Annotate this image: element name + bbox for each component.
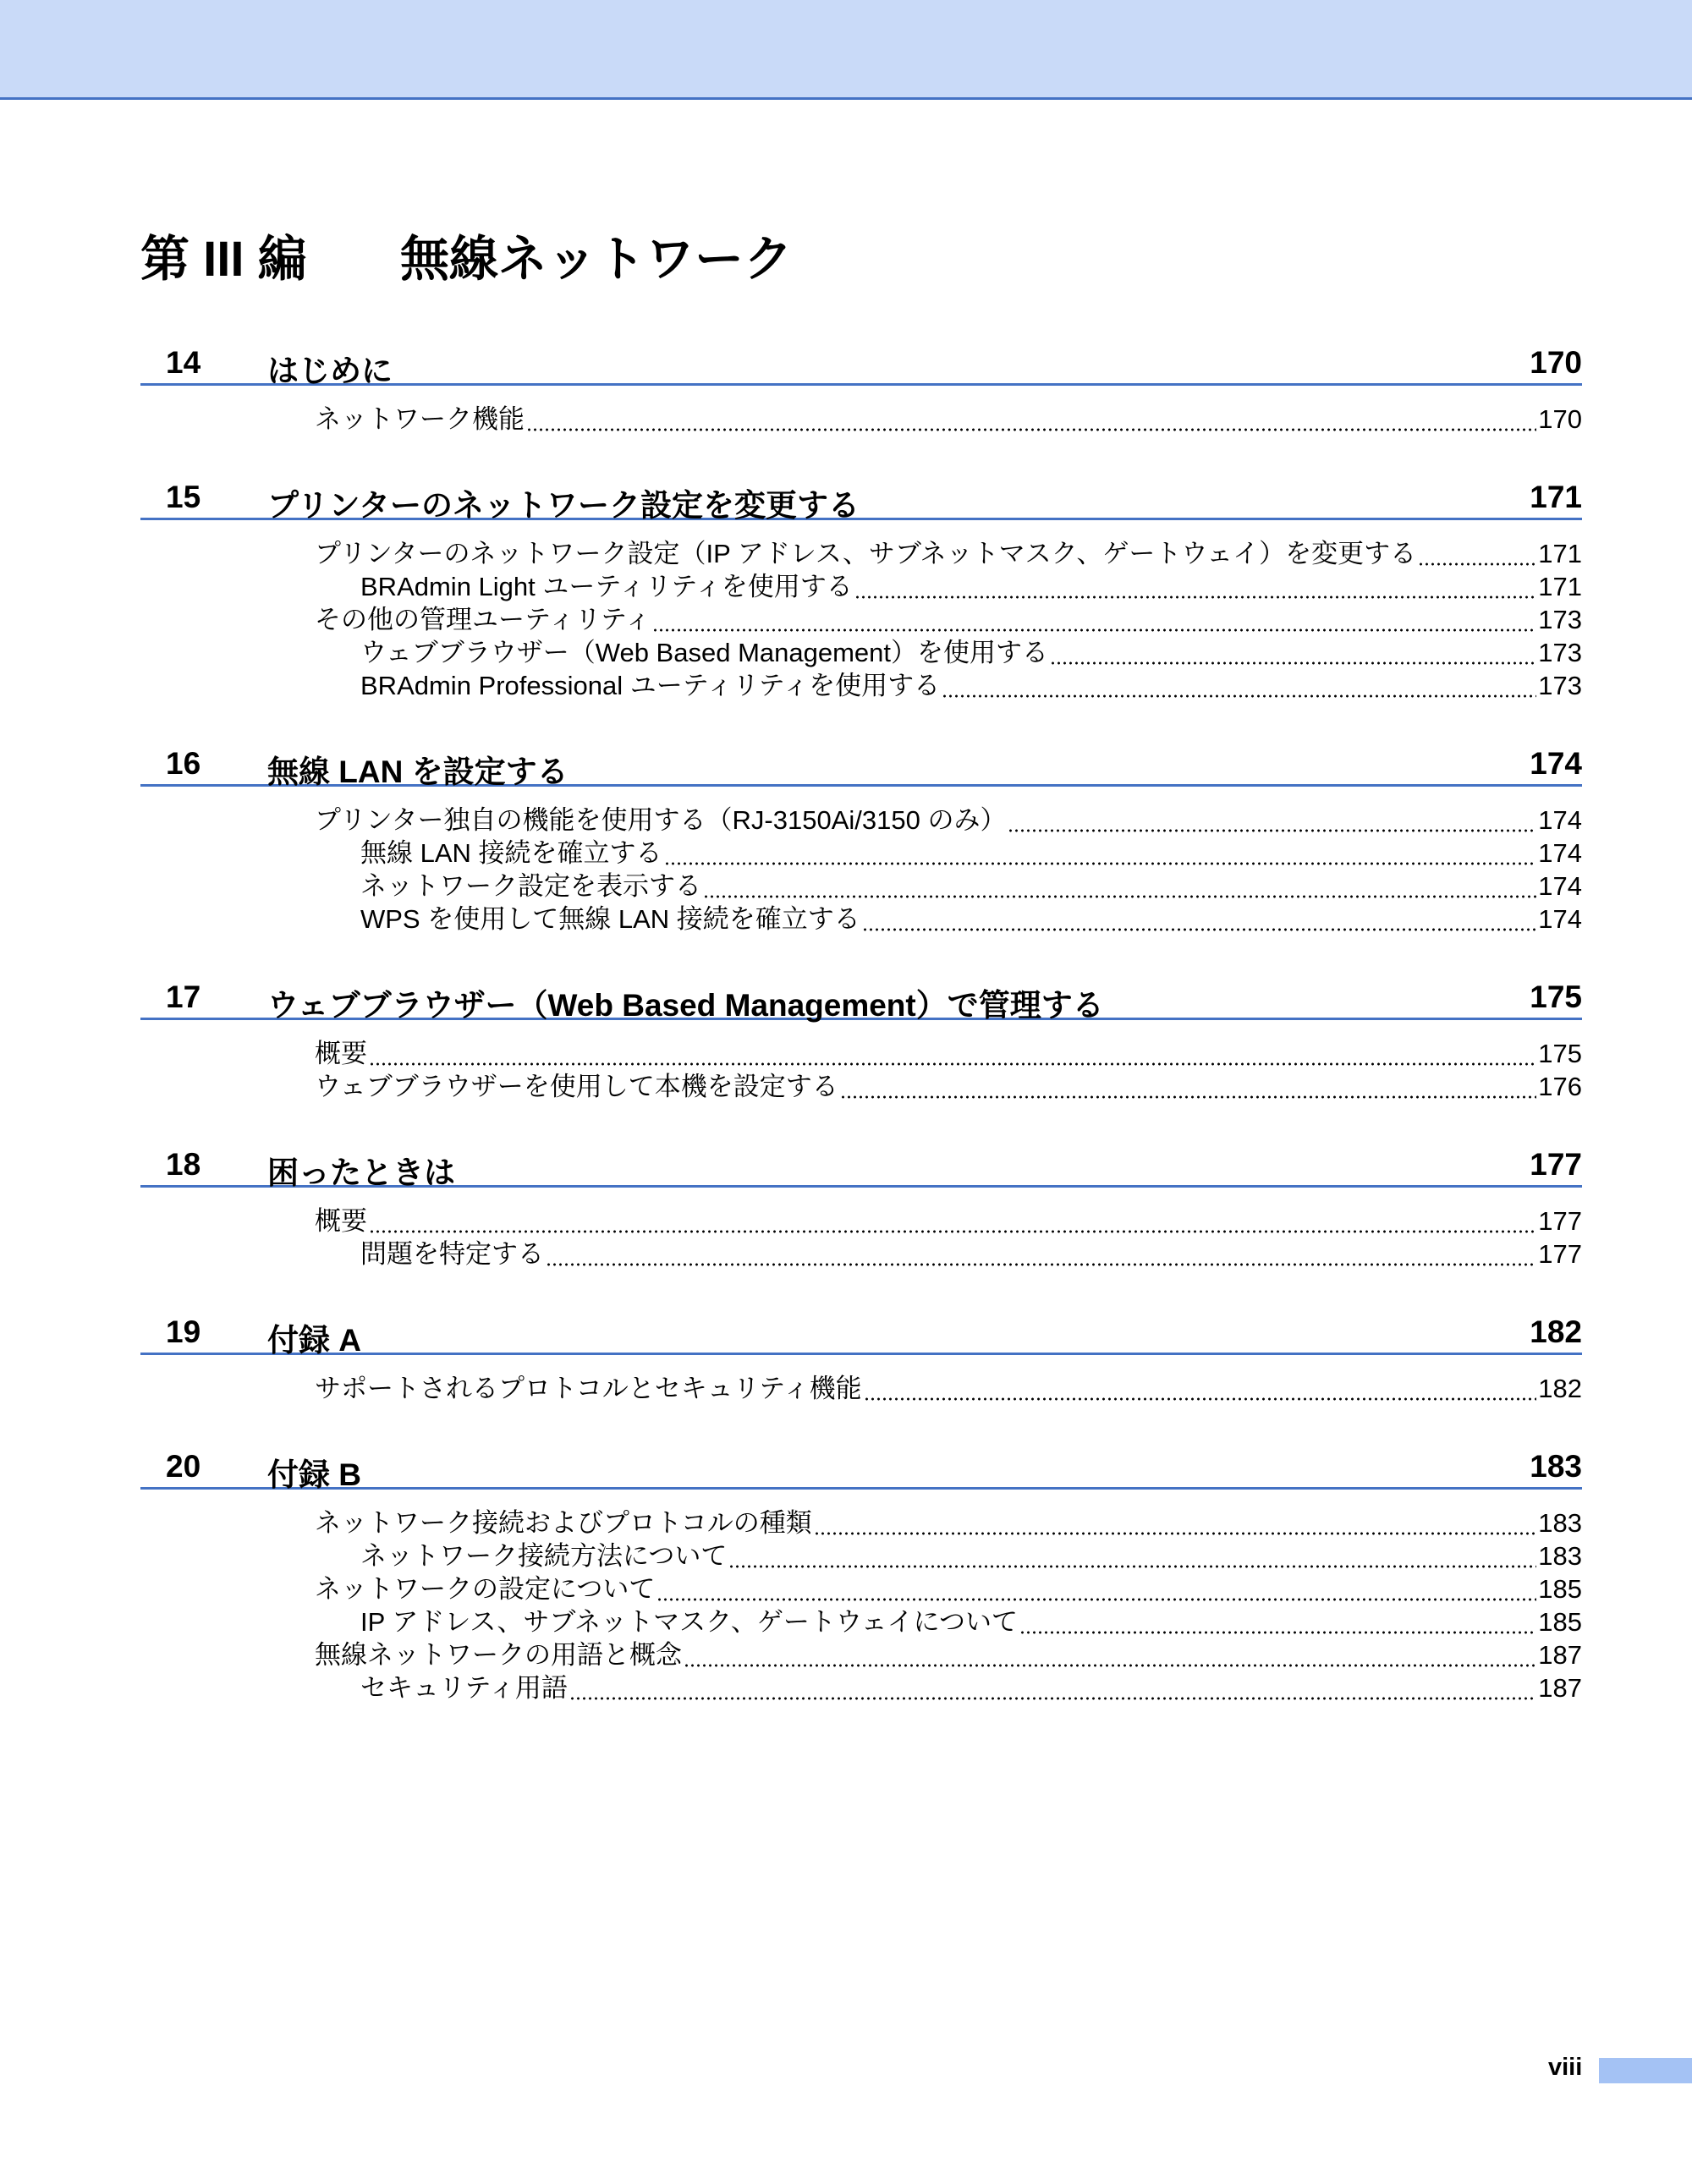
entry-text: BRAdmin Professional ユーティリティを使用する bbox=[360, 671, 941, 700]
chapter-heading[interactable] bbox=[140, 338, 1582, 386]
chapter-heading[interactable] bbox=[140, 739, 1582, 787]
entry-page: 183 bbox=[1538, 1508, 1582, 1538]
entry-page: 187 bbox=[1538, 1673, 1582, 1703]
chapter-page: 170 bbox=[1530, 345, 1582, 380]
chapter-heading[interactable] bbox=[140, 973, 1582, 1023]
chapter-15 bbox=[140, 473, 1582, 739]
entry-page: 176 bbox=[1538, 1072, 1582, 1101]
entry-text: IP アドレス、サブネットマスク、ゲートウェイについて bbox=[360, 1607, 1018, 1637]
entry-text: ネットワークの設定について bbox=[315, 1574, 656, 1604]
chapter-16 bbox=[140, 739, 1582, 973]
entry-text: サポートされるプロトコルとセキュリティ機能 bbox=[315, 1374, 862, 1403]
entry-page: 174 bbox=[1538, 805, 1582, 835]
entry-text: BRAdmin Light ユーティリティを使用する bbox=[360, 572, 853, 601]
entry-page: 174 bbox=[1538, 871, 1582, 901]
toc-entry[interactable] bbox=[140, 1204, 1582, 1237]
toc-entry[interactable] bbox=[140, 804, 1582, 837]
entry-page: 185 bbox=[1538, 1574, 1582, 1604]
toc-entry[interactable] bbox=[140, 1506, 1582, 1539]
header-band bbox=[0, 0, 1692, 100]
dot-leader bbox=[526, 403, 1536, 436]
entry-page: 177 bbox=[1538, 1239, 1582, 1269]
entry-text: 問題を特定する bbox=[360, 1239, 544, 1269]
entry-page: 174 bbox=[1538, 838, 1582, 868]
dot-leader bbox=[840, 1070, 1537, 1103]
chapter-heading[interactable] bbox=[140, 473, 1582, 523]
dot-leader bbox=[854, 570, 1536, 603]
chapter-entries bbox=[140, 1020, 1582, 1140]
entry-page: 177 bbox=[1538, 1206, 1582, 1236]
dot-leader bbox=[369, 1204, 1536, 1237]
toc-entry[interactable] bbox=[140, 1037, 1582, 1070]
entry-text: プリンター独自の機能を使用する（RJ-3150Ai/3150 のみ） bbox=[315, 805, 1007, 835]
chapter-heading[interactable] bbox=[140, 1442, 1582, 1490]
toc-entry[interactable] bbox=[140, 1572, 1582, 1605]
chapter-title: 困ったときは bbox=[267, 1155, 455, 1190]
entry-text: ウェブブラウザーを使用して本機を設定する bbox=[315, 1072, 838, 1101]
chapter-number: 18 bbox=[166, 1147, 201, 1182]
dot-leader bbox=[369, 1037, 1536, 1070]
entry-page: 182 bbox=[1538, 1374, 1582, 1403]
chapter-page: 182 bbox=[1530, 1314, 1582, 1349]
entry-text: 無線ネットワークの用語と概念 bbox=[315, 1640, 682, 1670]
chapter-page: 177 bbox=[1530, 1147, 1582, 1182]
toc-entry[interactable] bbox=[140, 1070, 1582, 1103]
toc-entry[interactable] bbox=[140, 636, 1582, 669]
chapter-title: はじめに bbox=[267, 354, 393, 388]
dot-leader bbox=[684, 1638, 1536, 1671]
chapter-entries bbox=[140, 386, 1582, 473]
entry-page: 170 bbox=[1538, 404, 1582, 434]
toc-entry[interactable] bbox=[140, 570, 1582, 603]
toc-entry[interactable] bbox=[140, 1638, 1582, 1671]
chapter-title: 付録 A bbox=[267, 1323, 361, 1358]
dot-leader bbox=[546, 1237, 1536, 1270]
chapter-page: 175 bbox=[1530, 980, 1582, 1014]
entry-text: ウェブブラウザー（Web Based Management）を使用する bbox=[360, 638, 1049, 667]
entry-page: 173 bbox=[1538, 671, 1582, 700]
chapter-number: 14 bbox=[166, 345, 201, 380]
table-of-contents bbox=[140, 338, 1582, 1742]
dot-leader bbox=[664, 837, 1537, 870]
entry-page: 183 bbox=[1538, 1541, 1582, 1571]
dot-leader bbox=[1008, 804, 1536, 837]
dot-leader bbox=[862, 903, 1537, 936]
dot-leader bbox=[1418, 537, 1536, 570]
toc-entry[interactable] bbox=[140, 1671, 1582, 1704]
entry-text: その他の管理ユーティリティ bbox=[315, 605, 651, 634]
chapter-number: 15 bbox=[166, 480, 201, 514]
chapter-page: 183 bbox=[1530, 1449, 1582, 1484]
dot-leader bbox=[652, 603, 1536, 636]
dot-leader bbox=[569, 1671, 1536, 1704]
entry-page: 187 bbox=[1538, 1640, 1582, 1670]
chapter-18 bbox=[140, 1140, 1582, 1308]
toc-entry[interactable] bbox=[140, 403, 1582, 436]
chapter-number: 19 bbox=[166, 1314, 201, 1349]
chapter-heading[interactable] bbox=[140, 1308, 1582, 1358]
entry-page: 173 bbox=[1538, 605, 1582, 634]
chapter-page: 171 bbox=[1530, 480, 1582, 514]
chapter-title: 無線 LAN を設定する bbox=[267, 755, 569, 789]
toc-entry[interactable] bbox=[140, 1539, 1582, 1572]
entry-page: 173 bbox=[1538, 638, 1582, 667]
part-name: 無線ネットワーク bbox=[400, 232, 794, 287]
chapter-number: 17 bbox=[166, 980, 201, 1014]
dot-leader bbox=[864, 1372, 1537, 1405]
chapter-14 bbox=[140, 338, 1582, 473]
page-number: viii bbox=[1548, 2054, 1583, 2081]
entry-text: プリンターのネットワーク設定（IP アドレス、サブネットマスク、ゲートウェイ）を変更する bbox=[315, 539, 1417, 568]
dot-leader bbox=[656, 1572, 1536, 1605]
chapter-title: 付録 B bbox=[267, 1457, 361, 1492]
dot-leader bbox=[1050, 636, 1536, 669]
toc-entry[interactable] bbox=[140, 603, 1582, 636]
entry-page: 185 bbox=[1538, 1607, 1582, 1637]
entry-text: ネットワーク設定を表示する bbox=[360, 871, 701, 901]
chapter-entries bbox=[140, 1490, 1582, 1742]
entry-text: ネットワーク接続方法について bbox=[360, 1541, 728, 1571]
chapter-entries bbox=[140, 1355, 1582, 1442]
chapter-entries bbox=[140, 787, 1582, 973]
toc-entry[interactable] bbox=[140, 870, 1582, 903]
toc-entry[interactable] bbox=[140, 903, 1582, 936]
entry-page: 171 bbox=[1538, 539, 1582, 568]
entry-page: 174 bbox=[1538, 904, 1582, 934]
chapter-title: プリンターのネットワーク設定を変更する bbox=[267, 488, 860, 523]
entry-text: セキュリティ用語 bbox=[360, 1673, 568, 1703]
chapter-entries bbox=[140, 520, 1582, 739]
chapter-entries bbox=[140, 1188, 1582, 1308]
toc-entry[interactable] bbox=[140, 1372, 1582, 1405]
toc-entry[interactable] bbox=[140, 1237, 1582, 1270]
chapter-page: 174 bbox=[1530, 746, 1582, 781]
dot-leader bbox=[814, 1506, 1537, 1539]
part-title bbox=[140, 232, 794, 287]
entry-text: ネットワーク接続およびプロトコルの種類 bbox=[315, 1508, 812, 1538]
toc-entry[interactable] bbox=[140, 1605, 1582, 1638]
entry-text: ネットワーク機能 bbox=[315, 404, 525, 434]
toc-entry[interactable] bbox=[140, 537, 1582, 570]
entry-page: 171 bbox=[1538, 572, 1582, 601]
page-tab-marker bbox=[1599, 2058, 1692, 2083]
chapter-20 bbox=[140, 1442, 1582, 1742]
entry-text: WPS を使用して無線 LAN 接続を確立する bbox=[360, 904, 860, 934]
chapter-number: 20 bbox=[166, 1449, 201, 1484]
chapter-17 bbox=[140, 973, 1582, 1140]
dot-leader bbox=[703, 870, 1536, 903]
entry-text: 無線 LAN 接続を確立する bbox=[360, 838, 662, 868]
dot-leader bbox=[1019, 1605, 1536, 1638]
entry-text: 概要 bbox=[315, 1039, 367, 1068]
chapter-19 bbox=[140, 1308, 1582, 1442]
part-label: 第 III 編 bbox=[140, 232, 307, 287]
chapter-heading[interactable] bbox=[140, 1140, 1582, 1188]
toc-entry[interactable] bbox=[140, 837, 1582, 870]
chapter-number: 16 bbox=[166, 746, 201, 781]
dot-leader bbox=[728, 1539, 1536, 1572]
entry-page: 175 bbox=[1538, 1039, 1582, 1068]
entry-text: 概要 bbox=[315, 1206, 367, 1236]
chapter-title: ウェブブラウザー（Web Based Management）で管理する bbox=[267, 988, 1104, 1023]
toc-entry[interactable] bbox=[140, 669, 1582, 702]
dot-leader bbox=[942, 669, 1536, 702]
